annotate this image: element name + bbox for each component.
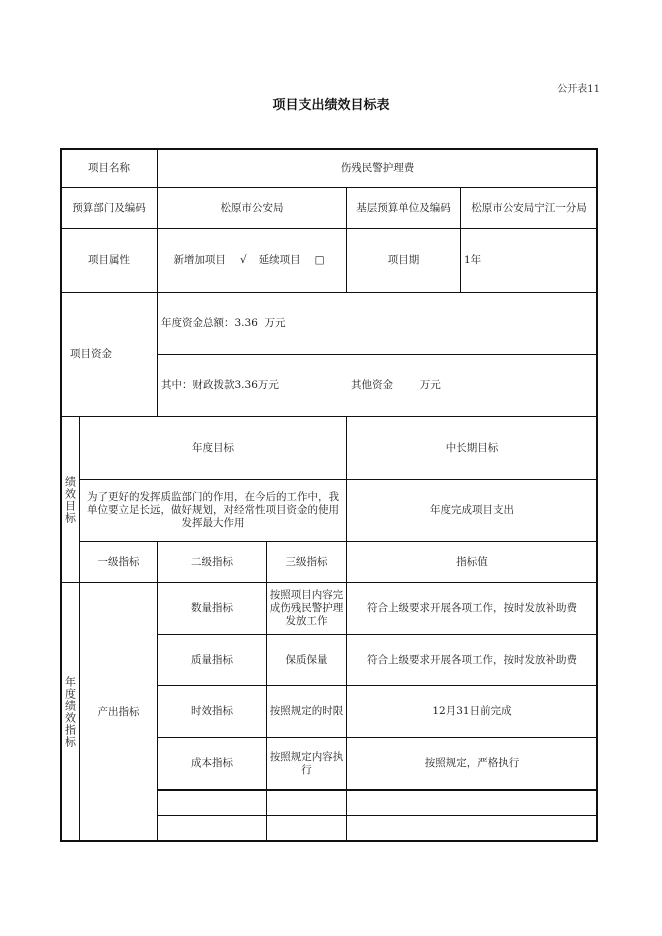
indicators-section-text: 年度绩效指标 <box>63 676 77 748</box>
table-row-2-level3 <box>266 685 347 738</box>
header-level2-text: 二级指标 <box>191 555 233 568</box>
table-row-3-level2 <box>157 737 267 790</box>
cell-text: 数量指标 <box>191 602 233 614</box>
unit-value-text: 松原市公安局宁江一分局 <box>471 201 587 214</box>
dept-label-text: 预算部门及编码 <box>72 201 146 214</box>
table-row-5-value <box>346 815 598 842</box>
funds-other-text: 其他资金 万元 <box>351 379 441 391</box>
dept-label <box>60 187 158 229</box>
cell-text: 按照规定内容执行 <box>269 750 344 776</box>
table-row-4-level2 <box>157 789 267 816</box>
table-row-5-level2 <box>157 815 267 842</box>
cell-text: 保质保量 <box>285 653 328 666</box>
attr-value <box>157 228 347 293</box>
checkmark-icon: √ <box>239 254 247 266</box>
table-row-2-value <box>346 685 598 738</box>
longterm-goal-text <box>346 479 598 542</box>
unit-value <box>460 187 598 229</box>
longterm-goal-header <box>346 416 598 480</box>
table-row-1-level2 <box>157 634 267 686</box>
annual-goal-header-text: 年度目标 <box>192 441 234 454</box>
table-row-0-level3 <box>266 582 347 635</box>
header-level1-text: 一级指标 <box>97 555 140 568</box>
table-row-3-value <box>346 737 598 790</box>
header-value <box>346 541 598 583</box>
table-row-2-level2 <box>157 685 267 738</box>
attr-label <box>60 228 158 293</box>
goals-section-label <box>60 416 80 583</box>
table-row-5-level3 <box>266 815 347 842</box>
cell-text: 符合上级要求开展各项工作，按时发放补助费 <box>367 602 577 614</box>
attr-cont-label: 延续项目 <box>258 254 301 266</box>
funds-label <box>60 292 158 417</box>
project-name-label-text: 项目名称 <box>88 161 130 174</box>
cell-text: 时效指标 <box>191 705 233 717</box>
header-level1 <box>79 541 158 583</box>
cell-text: 按照项目内容完成伤残民警护理发放工作 <box>269 589 344 627</box>
table-row-0-level2 <box>157 582 267 635</box>
funds-label-text: 项目资金 <box>70 348 112 360</box>
header-level3 <box>266 541 347 583</box>
annual-goal-content: 为了更好的发挥质监部门的作用，在今后的工作中，我单位要立足长远，做好规划，对经常性项目资金的使用发挥最大作用 <box>87 491 339 529</box>
funds-total-text: 年度资金总额：3.36 万元 <box>161 317 286 329</box>
period-label-text: 项目期 <box>387 254 420 266</box>
project-name-label <box>60 148 158 188</box>
period-value <box>460 228 598 293</box>
dept-value-text: 松原市公安局 <box>220 201 284 214</box>
level1-output <box>79 582 158 842</box>
period-value-text: 1年 <box>464 254 482 266</box>
header-value-text: 指标值 <box>456 555 488 568</box>
table-row-1-level3 <box>266 634 347 686</box>
form-number: 公开表11 <box>557 84 600 95</box>
cell-text: 质量指标 <box>191 653 233 666</box>
table-row-4-value <box>346 789 598 816</box>
annual-goal-text <box>79 479 347 542</box>
funds-detail <box>157 354 598 417</box>
longterm-goal-content: 年度完成项目支出 <box>430 504 514 516</box>
cell-text: 按照规定，严格执行 <box>424 757 520 769</box>
page-title: 项目支出绩效目标表 <box>272 98 390 113</box>
dept-value <box>157 187 347 229</box>
project-name-value <box>157 148 598 188</box>
project-name-text: 伤残民警护理费 <box>340 161 415 174</box>
header-level3-text: 三级指标 <box>285 555 328 568</box>
cell-text: 12月31日前完成 <box>432 705 512 717</box>
cell-text: 按照规定的时限 <box>269 705 344 717</box>
header-level2 <box>157 541 267 583</box>
table-row-3-level3 <box>266 737 347 790</box>
checkbox-empty-icon: □ <box>314 254 325 266</box>
unit-label <box>346 187 461 229</box>
level1-output-text: 产出指标 <box>97 705 140 718</box>
funds-total <box>157 292 598 355</box>
indicators-section-label <box>60 582 80 842</box>
annual-goal-header <box>79 416 347 480</box>
attr-new-label: 新增加项目 <box>173 254 226 266</box>
longterm-goal-header-text: 中长期目标 <box>445 441 499 454</box>
unit-label-text: 基层预算单位及编码 <box>356 201 451 214</box>
period-label <box>346 228 461 293</box>
table-row-0-value <box>346 582 598 635</box>
cell-text: 成本指标 <box>191 757 233 769</box>
attr-label-text: 项目属性 <box>88 254 130 266</box>
goals-section-text: 绩效目标 <box>63 475 77 524</box>
funds-fiscal-text: 其中：财政拨款3.36万元 <box>161 379 279 391</box>
cell-text: 符合上级要求开展各项工作，按时发放补助费 <box>367 653 577 666</box>
table-row-4-level3 <box>266 789 347 816</box>
table-row-1-value <box>346 634 598 686</box>
